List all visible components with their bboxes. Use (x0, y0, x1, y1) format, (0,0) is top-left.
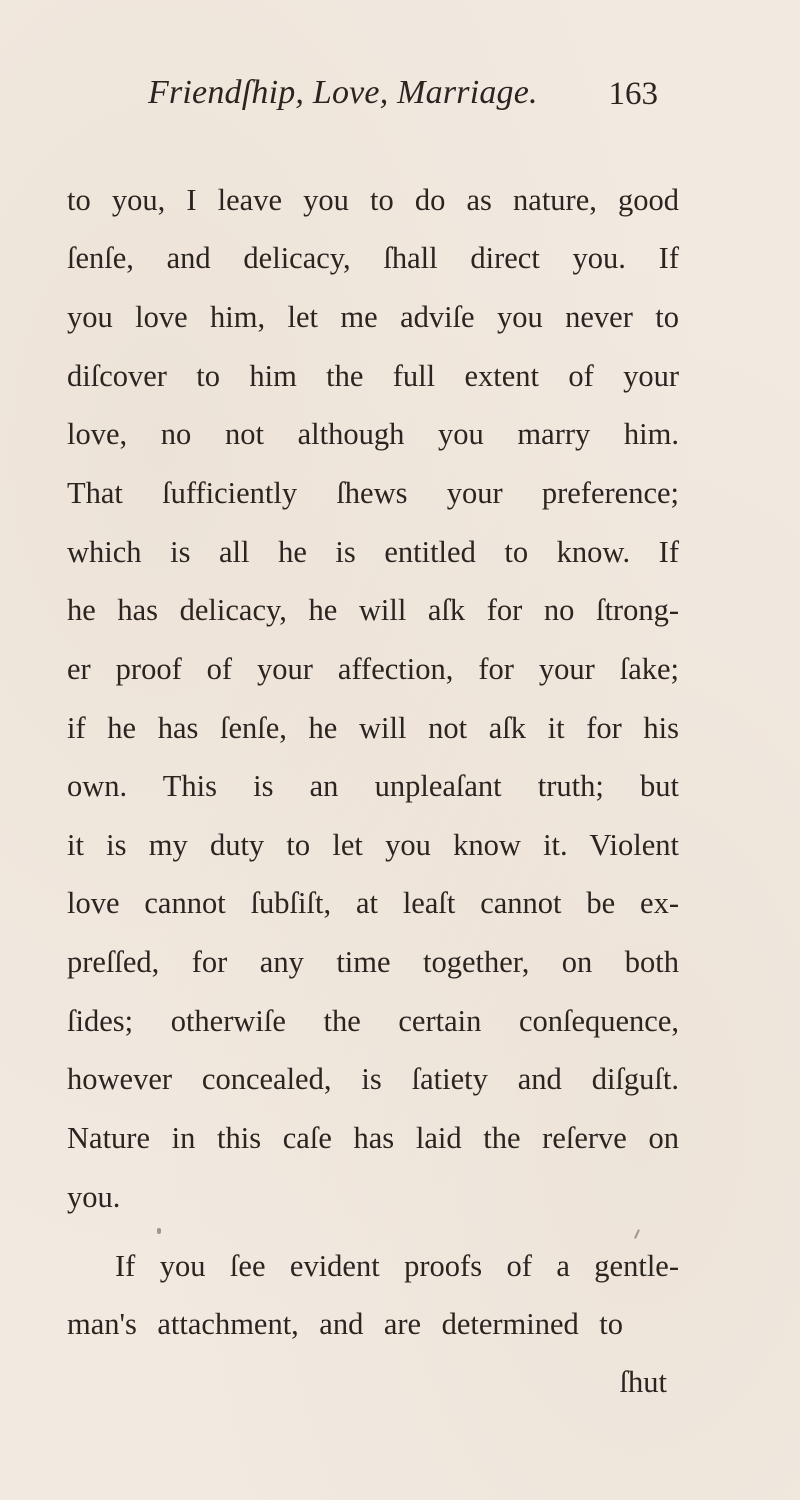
text-line: ſenſe, and delicacy, ſhall direct you. If (67, 241, 679, 275)
catchword: ſhut (619, 1365, 667, 1399)
text-line: love cannot ſubſiſt, at leaſt cannot be ex- (67, 886, 679, 920)
text-line: to you, I leave you to do as nature, good (67, 183, 679, 217)
page-number: 163 (608, 76, 658, 112)
text-line: man's attachment, and are determined to (67, 1307, 623, 1341)
text-line: diſcover to him the full extent of your (67, 359, 679, 393)
text-line: however concealed, is ſatiety and diſguſt. (67, 1062, 679, 1096)
text-line: ſides; otherwiſe the certain conſequence, (67, 1004, 679, 1038)
ink-speck (157, 1228, 161, 1234)
text-line: preſſed, for any time together, on both (67, 945, 679, 979)
page-header (148, 74, 658, 122)
text-line: er proof of your affection, for your ſake; (67, 652, 679, 686)
text-line: which is all he is entitled to know. If (67, 535, 679, 569)
text-line: if he has ſenſe, he will not aſk it for his (67, 711, 679, 745)
text-line: you. (67, 1180, 121, 1214)
running-title: Friendſhip, Love, Marriage. (148, 74, 538, 111)
text-line: he has delicacy, he will aſk for no ſtrong- (67, 593, 679, 627)
text-line: If you ſee evident proofs of a gentle- (115, 1249, 679, 1283)
text-line: own. This is an unpleaſant truth; but (67, 769, 679, 803)
text-line: That ſufficiently ſhews your preference; (67, 476, 679, 510)
text-line: love, no not although you marry him. (67, 417, 679, 451)
ink-speck (634, 1229, 640, 1239)
text-line: you love him, let me adviſe you never to (67, 300, 679, 334)
text-line: Nature in this caſe has laid the reſerve on (67, 1121, 679, 1155)
text-line: it is my duty to let you know it. Violent (67, 828, 679, 862)
